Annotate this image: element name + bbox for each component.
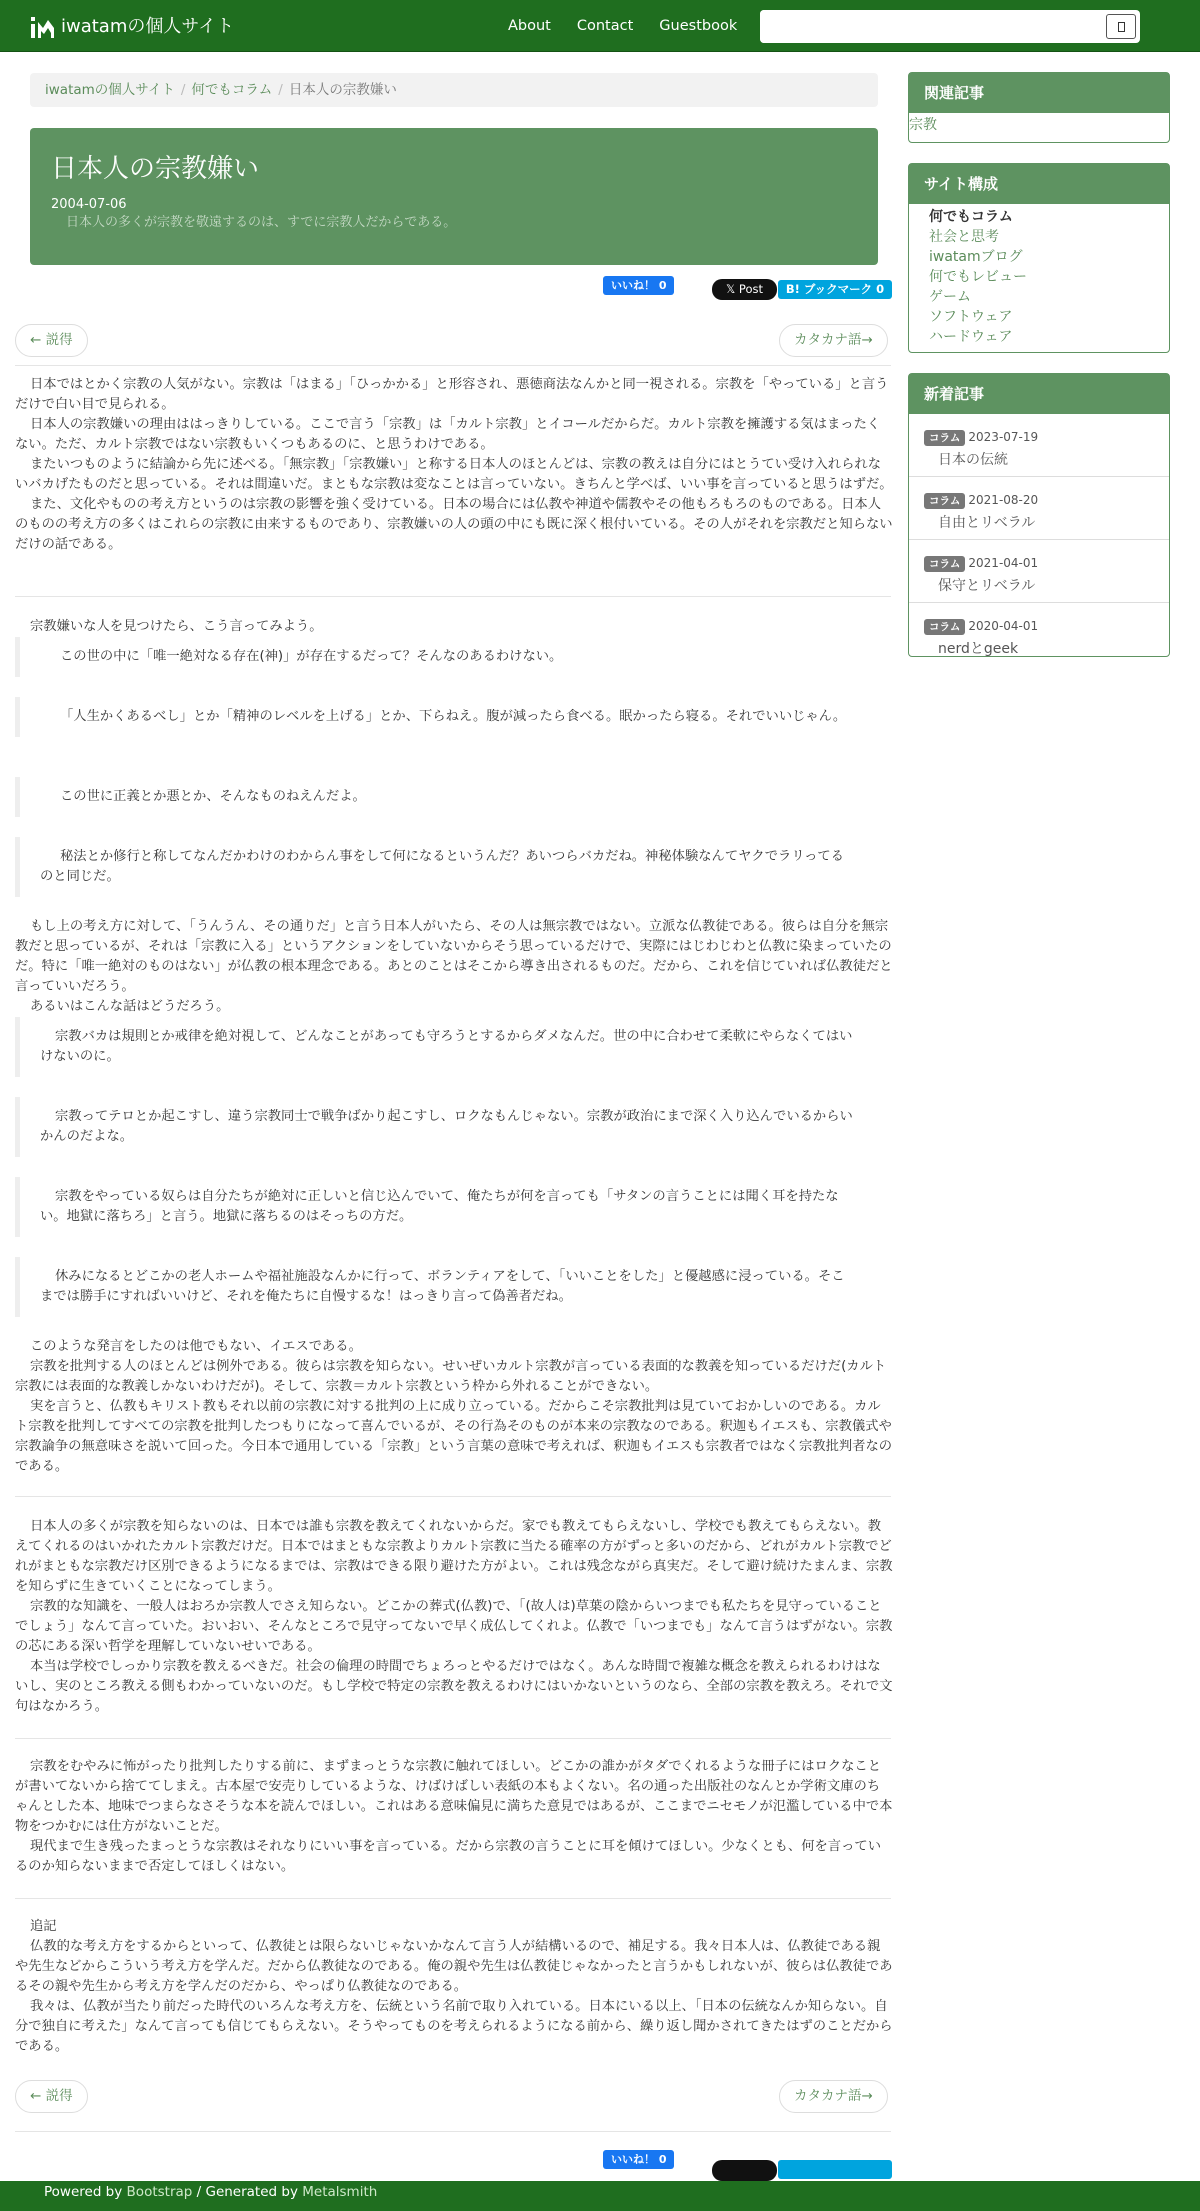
navbar: [0, 0, 1200, 52]
paragraph: 宗教を批判する人のほとんどは例外である。彼らは宗教を知らない。せいぜいカルト宗教が言っている表面的な教義を知っているだけだ(カルト宗教には表面的な教義しかないわけだが)。そして、宗教＝カルト宗教という枠から外れることができない。: [15, 1359, 887, 1394]
facebook-like-button-bottom[interactable]: いいね！ 0: [603, 2150, 674, 2169]
paragraph: もし上の考え方に対して、「うんうん、その通りだ」と言う日本人がいたら、その人は無宗教ではない。立派な仏教徒である。彼らは自分を無宗教だと思っているが、それは「宗教に入る」というアクションをしていないからそう思っているだけで、実際にはじわじわと仏教に染まっていたのだ。特に「唯一絶対のものはない」が仏教の根本理念である。あとのことはそこから導き出されるものだ。だから、これを信じていれば仏教徒だと言っていいだろう。: [15, 919, 893, 994]
next-article-button[interactable]: カタカナ語→: [779, 324, 888, 357]
search-form: [760, 10, 1140, 43]
quote-block: [15, 777, 877, 817]
footer-bootstrap-link[interactable]: Bootstrap: [126, 2184, 193, 2200]
news-date: 2020-04-01: [968, 619, 1039, 633]
addendum-heading: 追記: [30, 1919, 57, 1934]
quote-text: 宗教をやっている奴らは自分たちが絶対に正しいと信じ込んでいて、俺たちが何を言っても「サタンの言うことには聞く耳を持たない。地獄に落ちろ」と言う。地獄に落ちるのはそっちの方だ。: [40, 1189, 839, 1224]
quote-text: 「人生かくあるべし」とか「精神のレベルを上げる」とか、下らねえ。腹が減ったら食べる。眠かったら寝る。それでいいじゃん。: [60, 709, 847, 724]
related-panel-title: 関連記事: [909, 73, 1169, 113]
paragraph: 日本人の宗教嫌いの理由ははっきりしている。ここで言う「宗教」は「カルト宗教」とイコールだからだ。カルト宗教を擁護する気はまったくない。ただ、カルト宗教ではない宗教もいくつもあるのに、と思うわけである。: [15, 417, 881, 452]
share-bottom-clip: [712, 2160, 892, 2181]
page-title: 日本人の宗教嫌い: [51, 154, 260, 184]
news-item[interactable]: [909, 414, 1169, 476]
paragraph: 我々は、仏教が当たり前だった時代のいろんな考え方を、伝統という名前で取り入れている。日本にいる以上、「日本の伝統なんか知らない。自分で独自に考えた」なんて言っても信じてもらえない。そうやってものを考えられるようになる前から、繰り返し聞かされてきたはずのことだからである。: [15, 1999, 893, 2054]
quote-block: [15, 637, 877, 677]
news-date: 2021-08-20: [968, 493, 1039, 507]
section-2-outro: [15, 1337, 893, 1477]
nav-contact-link[interactable]: Contact: [576, 18, 634, 34]
brand-link[interactable]: [30, 13, 234, 41]
site-nav-item[interactable]: ゲーム: [929, 289, 971, 305]
site-nav-item[interactable]: iwatamブログ: [929, 249, 1023, 265]
paragraph: 仏教的な考え方をするからといって、仏教徒とは限らないじゃないかなんて言う人が結構いるので、補足する。我々日本人は、仏教徒である親や先生などからこういう考え方を学んだ。だから仏教徒なのである。俺の親や先生は仏教徒じゃなかったと言うかもしれないが、彼らは仏教徒であるその親や先生から考え方を学んだのだから、やっぱり仏教徒なのである。: [15, 1939, 893, 1994]
section-4: [15, 1757, 893, 1877]
quote-block: [15, 1177, 877, 1237]
paragraph: 日本人の多くが宗教を知らないのは、日本では誰も宗教を教えてくれないからだ。家でも教えてもらえないし、学校でも教えてもらえない。教えてくれるのはいかれたカルト宗教だけだ。日本ではまともな宗教よりカルト宗教に当たる確率の方がずっと多いのだから、どれがカルト宗教でどれがまともな宗教だけ区別できるようになるまでは、宗教はできる限り避けた方がよい。これは残念ながら真実だ。そして避け続けたまんま、宗教を知らずに生きていくことになってしまう。: [15, 1519, 893, 1594]
divider: [15, 365, 891, 366]
related-link[interactable]: 宗教: [909, 117, 937, 133]
breadcrumb-home[interactable]: iwatamの個人サイト: [45, 82, 175, 98]
quote-block: [15, 697, 877, 737]
brand-name: iwatamの個人サイト: [61, 16, 235, 37]
quote-block: [15, 1257, 877, 1317]
hatena-bookmark-button[interactable]: B! ブックマーク 0: [778, 280, 892, 299]
news-panel: [908, 373, 1170, 657]
category-badge: コラム: [924, 493, 965, 509]
breadcrumb-category[interactable]: 何でもコラム: [191, 82, 273, 98]
site-nav-item-active[interactable]: 何でもコラム: [929, 209, 1013, 225]
news-panel-title: 新着記事: [909, 374, 1169, 414]
paragraph: 日本ではとかく宗教の人気がない。宗教は「はまる」「ひっかかる」と形容され、悪徳商法なんかと同一視される。宗教を「やっている」と言うだけで白い目で見られる。: [15, 377, 889, 412]
site-nav-item[interactable]: 社会と思考: [929, 229, 999, 245]
paragraph: 本当は学校でしっかり宗教を教えるべきだ。社会の倫理の時間でちょろっとやるだけではなく。あんな時間で複雑な概念を教えられるわけはないし、実のところ教える側もわかっていないのだ。もし学校で特定の宗教を教えるわけにはいかないというのなら、全部の宗教を教えろ。それで文句はなかろう。: [15, 1659, 893, 1714]
search-input[interactable]: [760, 10, 1105, 43]
quote-block: [15, 837, 877, 897]
divider: [15, 1496, 891, 1497]
breadcrumb: iwatamの個人サイト / 何でもコラム / 日本人の宗教嫌い: [30, 73, 878, 107]
news-title: 自由とリベラル: [938, 515, 1036, 531]
quote-text: 宗教バカは規則とか戒律を絶対視して、どんなことがあっても守ろうとするからダメなんだ。世の中に合わせて柔軟にやらなくてはいけないのに。: [40, 1029, 853, 1064]
news-item[interactable]: [909, 602, 1169, 665]
nav-guestbook-link[interactable]: Guestbook: [659, 18, 738, 34]
article-header: [30, 128, 878, 265]
site-nav-list: [909, 204, 1169, 352]
category-badge: コラム: [924, 619, 965, 635]
footer-powered-text: Powered by: [44, 2184, 123, 2200]
prev-article-button[interactable]: ← 説得: [15, 324, 88, 357]
footer-generated-text: / Generated by: [196, 2184, 298, 2200]
quote-block: [15, 1097, 877, 1157]
section-2-middle: [15, 917, 893, 1017]
category-badge: コラム: [924, 556, 965, 572]
article-lead: 日本人の多くが宗教を敬遠するのは、すでに宗教人だからである。: [66, 215, 457, 230]
quote-block: [15, 1017, 877, 1077]
site-panel-title: サイト構成: [909, 164, 1169, 204]
paragraph: またいつものように結論から先に述べる。「無宗教」「宗教嫌い」と称する日本人のほとんどは、宗教の教えは自分にはとうてい受け入れられないバカげたものだと思っている。それは間違いだ。まともな宗教は変なことは言っていない。きちんと学べば、いい事を言っていると思うはずだ。: [15, 457, 893, 492]
divider: [15, 1738, 891, 1739]
article-date: 2004-07-06: [51, 197, 127, 212]
news-title: 日本の伝統: [938, 452, 1008, 468]
news-item[interactable]: [909, 476, 1169, 539]
category-badge: コラム: [924, 430, 965, 446]
site-logo-icon: [30, 14, 56, 40]
breadcrumb-current: 日本人の宗教嫌い: [288, 82, 397, 98]
site-panel: [908, 163, 1170, 353]
divider: [15, 2131, 891, 2132]
quote-text: この世に正義とか悪とか、そんなものねえんだよ。: [60, 789, 366, 804]
nav-about-link[interactable]: About: [508, 18, 551, 34]
paragraph: このような発言をしたのは他でもない、イエスである。: [30, 1339, 362, 1354]
news-title: 保守とリベラル: [938, 578, 1036, 594]
divider: [15, 1898, 891, 1899]
divider: [15, 596, 891, 597]
quote-text: 宗教ってテロとか起こすし、違う宗教同士で戦争ばかり起こすし、ロクなもんじゃない。宗教が政治にまで深く入り込んでいるからいかんのだよな。: [40, 1109, 853, 1144]
site-nav-item[interactable]: 何でもレビュー: [929, 269, 1027, 285]
news-date: 2021-04-01: [968, 556, 1039, 570]
next-article-button-bottom[interactable]: カタカナ語→: [779, 2080, 888, 2113]
x-post-button[interactable]: 𝕏 Post: [712, 279, 777, 300]
section-3: [15, 1517, 893, 1717]
paragraph: また、文化やものの考え方というのは宗教の影響を強く受けている。日本の場合には仏教や神道や儒教やその他もろもろのものである。日本人のものの考え方の多くはこれらの宗教に由来するものであり、宗教嫌いの人の頭の中にも既に深く根付いている。その人がそれを宗教だと知らないだけの話である。: [15, 497, 893, 552]
section-2-intro: 宗教嫌いな人を見つけたら、こう言ってみよう。: [30, 619, 323, 634]
news-date: 2023-07-19: [968, 430, 1039, 444]
hatena-bookmark-button-bottom[interactable]: [778, 2160, 892, 2179]
quote-text: 秘法とか修行と称してなんだかわけのわからん事をして何になるというんだ？あいつらバカだね。神秘体験なんてヤクでラリってるのと同じだ。: [40, 849, 844, 884]
site-nav-item[interactable]: ハードウェア: [929, 329, 1013, 345]
quote-text: この世の中に「唯一絶対なる存在(神)」が存在するだって？そんなのあるわけない。: [60, 649, 563, 664]
paragraph: 実を言うと、仏教もキリスト教もそれ以前の宗教に対する批判の上に成り立っている。だからこそ宗教批判は見ていておかしいのである。カルト宗教を批判してすべての宗教を批判したつもりになって喜んでいるが、その行為そのものが本来の宗教なのである。釈迦もイエスも、宗教儀式や宗教論争の無意味さを説いて回った。今日本で通用している「宗教」という言葉の意味で考えれば、釈迦もイエスも宗教者ではなく宗教批判者なのである。: [15, 1399, 893, 1474]
quote-text: 休みになるとどこかの老人ホームや福祉施設なんかに行って、ボランティアをして、「いいことをした」と優越感に浸っている。そこまでは勝手にすればいいけど、それを俺たちに自慢するな！はっきり言って偽善者だね。: [40, 1269, 845, 1304]
news-item[interactable]: [909, 539, 1169, 602]
related-panel: [908, 72, 1170, 143]
footer-metalsmith-link[interactable]: Metalsmith: [302, 2184, 378, 2200]
section-5: [15, 1917, 893, 2057]
section-1: [15, 375, 893, 555]
paragraph: 宗教をむやみに怖がったり批判したりする前に、まずまっとうな宗教に触れてほしい。どこかの誰かがタダでくれるような冊子にはロクなことが書いてないから捨ててしまえ。古本屋で安売りしているような、けばけばしい表紙の本もよくない。名の通った出版社のなんとか学術文庫のちゃんとした本、地味でつまらなさそうな本を読んでほしい。これはある意味偏見に満ちた意見ではあるが、ここまでニセモノが氾濫している中で本物をつかむには仕方がないことだ。: [15, 1759, 893, 1834]
site-nav-item[interactable]: ソフトウェア: [929, 309, 1013, 325]
news-list: [909, 414, 1169, 665]
x-post-button-bottom[interactable]: [712, 2160, 777, 2181]
search-button[interactable]: [1106, 14, 1136, 39]
paragraph: 宗教的な知識を、一般人はおろか宗教人でさえ知らない。どこかの葬式(仏教)で、「(故人は)草葉の陰からいつまでも私たちを見守っていることでしょう」なんて言っていた。おいおい、そんなところで見守ってないで早く成仏してくれよ。仏教で「いつまでも」なんて言うはずがない。宗教の芯にある深い哲学を理解していないせいである。: [15, 1599, 893, 1654]
footer: [0, 2181, 1200, 2211]
paragraph: あるいはこんな話はどうだろう。: [30, 999, 230, 1014]
news-title: nerdとgeek: [938, 641, 1019, 657]
nav-links: [508, 14, 763, 38]
facebook-like-button[interactable]: いいね！ 0: [603, 276, 674, 295]
search-icon: [1118, 22, 1125, 32]
paragraph: 現代まで生き残ったまっとうな宗教はそれなりにいい事を言っている。だから宗教の言うことに耳を傾けてほしい。少なくとも、何を言っているのか知らないままで否定してほしくはない。: [15, 1839, 881, 1874]
prev-article-button-bottom[interactable]: ← 説得: [15, 2080, 88, 2113]
